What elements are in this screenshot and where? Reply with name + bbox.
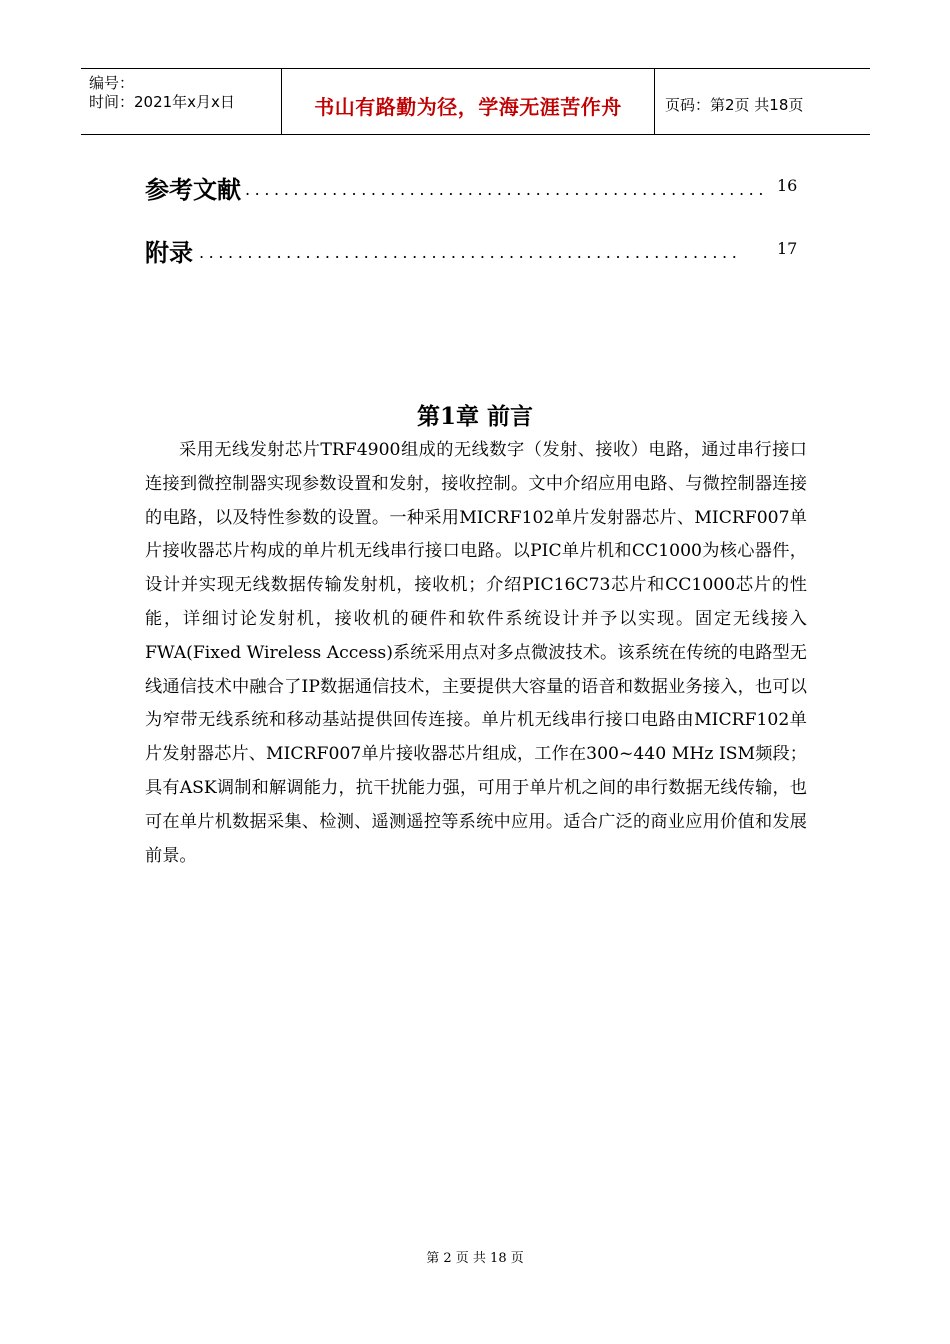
header-left-cell	[81, 69, 282, 134]
toc-entry-title: 参考文献	[145, 170, 243, 205]
header-motto-cell	[282, 69, 655, 134]
toc-leader-dots: ......................................................	[245, 180, 769, 199]
header-motto: 书山有路勤为径，学海无涯苦作舟	[314, 95, 622, 119]
header-right-cell	[655, 69, 870, 134]
toc-entry-page: 16	[777, 176, 798, 195]
page-footer: 第 2 页 共 18 页	[426, 1251, 524, 1266]
document-code-label: 编号：	[89, 74, 135, 92]
toc-leader-dots: ........................................................	[199, 243, 742, 262]
toc-entry-title: 附录	[145, 233, 195, 268]
toc-entry-appendix[interactable]	[145, 233, 805, 267]
header-page-info: 页码：第2页 共18页	[665, 96, 804, 114]
toc-entry-page: 17	[777, 239, 798, 258]
chapter-body-paragraph: 采用无线发射芯片TRF4900组成的无线数字（发射、接收）电路，通过串行接口连接到微控制器实现参数设置和发射，接收控制。文中介绍应用电路、与微控制器连接的电路，以及特性参数的设置。一种采用MICRF102单片发射器芯片、MICRF007单片接收器芯片构成的单片机无线串行接口电路。以PIC单片机和CC1000为核心器件，设计并实现无线数据传输发射机，接收机；介绍PIC16C73芯片和CC1000芯片的性能，详细讨论发射机，接收机的硬件和软件系统设计并予以实现。固定无线接入FWA(Fixed Wireless Access)系统采用点对多点微波技术。该系统在传统的电路型无线通信技术中融合了IP数据通信技术，主要提供大容量的语音和数据业务接入，也可以为窄带无线系统和移动基站提供回传连接。单片机无线串行接口电路由MICRF102单片发射器芯片、MICRF007单片接收器芯片组成，工作在300~440 MHz ISM频段；具有ASK调制和解调能力，抗干扰能力强，可用于单片机之间的串行数据无线传输，也可在单片机数据采集、检测、遥测遥控等系统中应用。适合广泛的商业应用价值和发展前景。	[145, 440, 807, 866]
chapter-title: 第1章 前言	[416, 403, 533, 430]
document-date: 时间：2021年x月x日	[89, 93, 235, 111]
page-header	[81, 68, 870, 135]
toc-entry-references[interactable]	[145, 170, 805, 204]
